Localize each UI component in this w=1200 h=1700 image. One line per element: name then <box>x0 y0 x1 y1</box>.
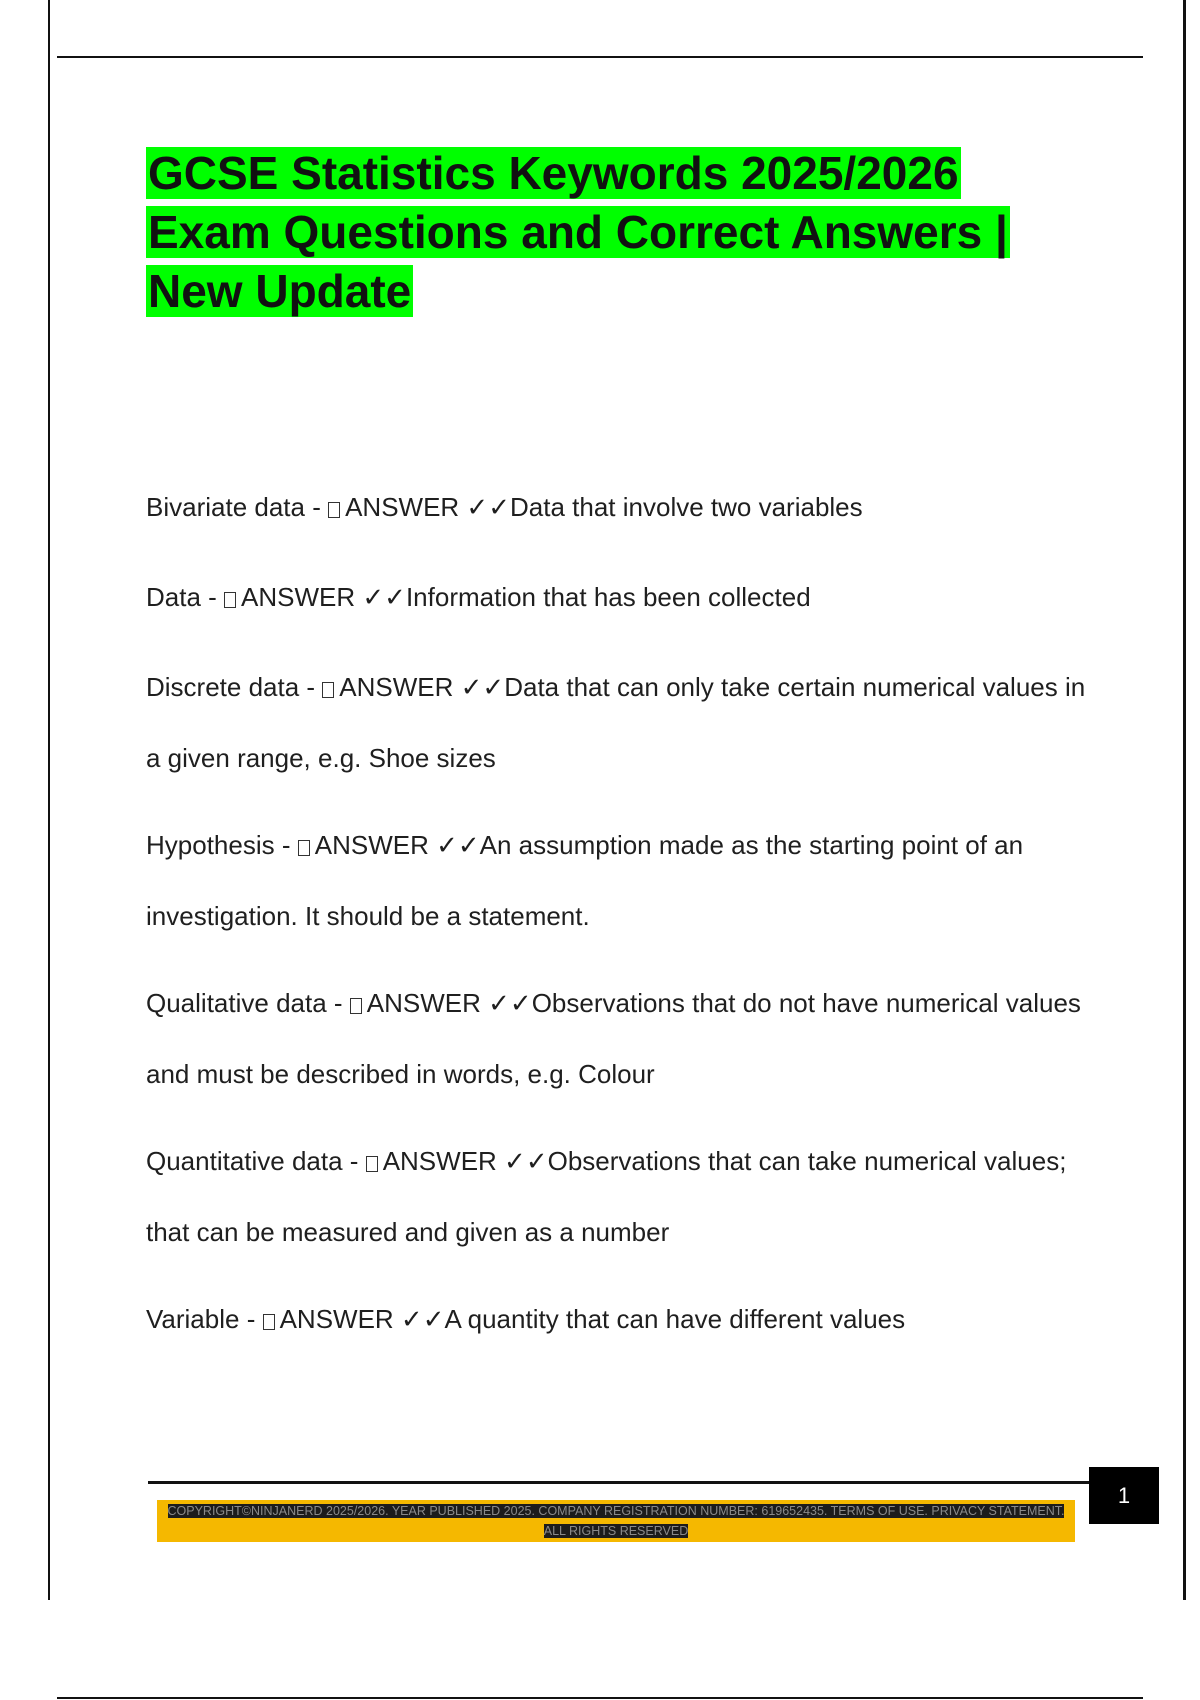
box-icon <box>350 998 362 1014</box>
entry-answer-label: ANSWER ✓✓ <box>339 672 505 702</box>
footer-rule <box>148 1481 1090 1484</box>
page-border-left <box>48 0 50 1600</box>
keyword-entry <box>146 562 1106 633</box>
entry-answer-label: ANSWER ✓✓ <box>314 830 480 860</box>
entry-definition: Observations that can take numerical values; that can be measured and given as a number <box>146 1146 1067 1247</box>
entry-separator: - <box>274 830 298 860</box>
entry-term: Variable <box>146 1304 240 1334</box>
header-rule <box>57 56 1143 58</box>
entry-term: Data <box>146 582 201 612</box>
entry-definition: Data that involve two variables <box>510 492 863 522</box>
entry-separator: - <box>200 582 225 612</box>
keyword-entry <box>146 1284 1106 1355</box>
entry-term: Qualitative data <box>146 988 327 1018</box>
keyword-entry <box>146 1126 1106 1268</box>
entry-term: Bivariate data <box>146 492 305 522</box>
entry-separator: - <box>239 1304 263 1334</box>
keyword-entry <box>146 968 1106 1110</box>
box-icon <box>322 682 334 698</box>
keyword-entry <box>146 652 1106 794</box>
entry-term: Quantitative data <box>146 1146 343 1176</box>
entry-definition: Information that has been collected <box>405 582 811 612</box>
entry-definition: Data that can only take certain numerical values in a given range, e.g. Shoe sizes <box>146 672 1086 773</box>
copyright-notice <box>157 1500 1075 1542</box>
box-icon <box>328 502 340 518</box>
page-border-right <box>1183 0 1186 1600</box>
keyword-entry <box>146 810 1106 952</box>
entry-term: Discrete data <box>146 672 300 702</box>
box-icon <box>224 592 236 608</box>
box-icon <box>366 1156 378 1172</box>
entry-answer-label: ANSWER ✓✓ <box>241 582 406 612</box>
title-line: Exam Questions and Correct Answers | <box>148 206 1008 258</box>
entry-separator: - <box>342 1146 366 1176</box>
keyword-list <box>146 472 1106 1374</box>
title-line: New Update <box>148 265 412 317</box>
next-page-rule <box>57 1697 1143 1699</box>
entry-term: Hypothesis <box>146 830 275 860</box>
entry-definition: Observations that do not have numerical values and must be described in words, e.g. Colour <box>146 988 1081 1089</box>
entry-separator: - <box>299 672 323 702</box>
entry-separator: - <box>326 988 350 1018</box>
entry-answer-label: ANSWER ✓✓ <box>382 1146 548 1176</box>
entry-answer-label: ANSWER ✓✓ <box>279 1304 445 1334</box>
box-icon <box>298 840 310 856</box>
entry-definition: An assumption made as the starting point of an investigation. It should be a statement. <box>146 830 1024 931</box>
box-icon <box>263 1314 275 1330</box>
page-number: 1 <box>1089 1467 1159 1524</box>
copyright-text: COPYRIGHT©NINJANERD 2025/2026. YEAR PUBLISHED 2025. COMPANY REGISTRATION NUMBER: 619652435. TERMS OF USE. PRIVACY STATEMENT. ALL RIGHTS RESERVED <box>167 1504 1065 1538</box>
entry-answer-label: ANSWER ✓✓ <box>345 492 511 522</box>
entry-answer-label: ANSWER ✓✓ <box>366 988 532 1018</box>
keyword-entry <box>146 472 1106 543</box>
document-title <box>146 144 1106 321</box>
entry-definition: A quantity that can have different values <box>444 1304 906 1334</box>
title-line: GCSE Statistics Keywords 2025/2026 <box>148 147 959 199</box>
entry-separator: - <box>304 492 329 522</box>
